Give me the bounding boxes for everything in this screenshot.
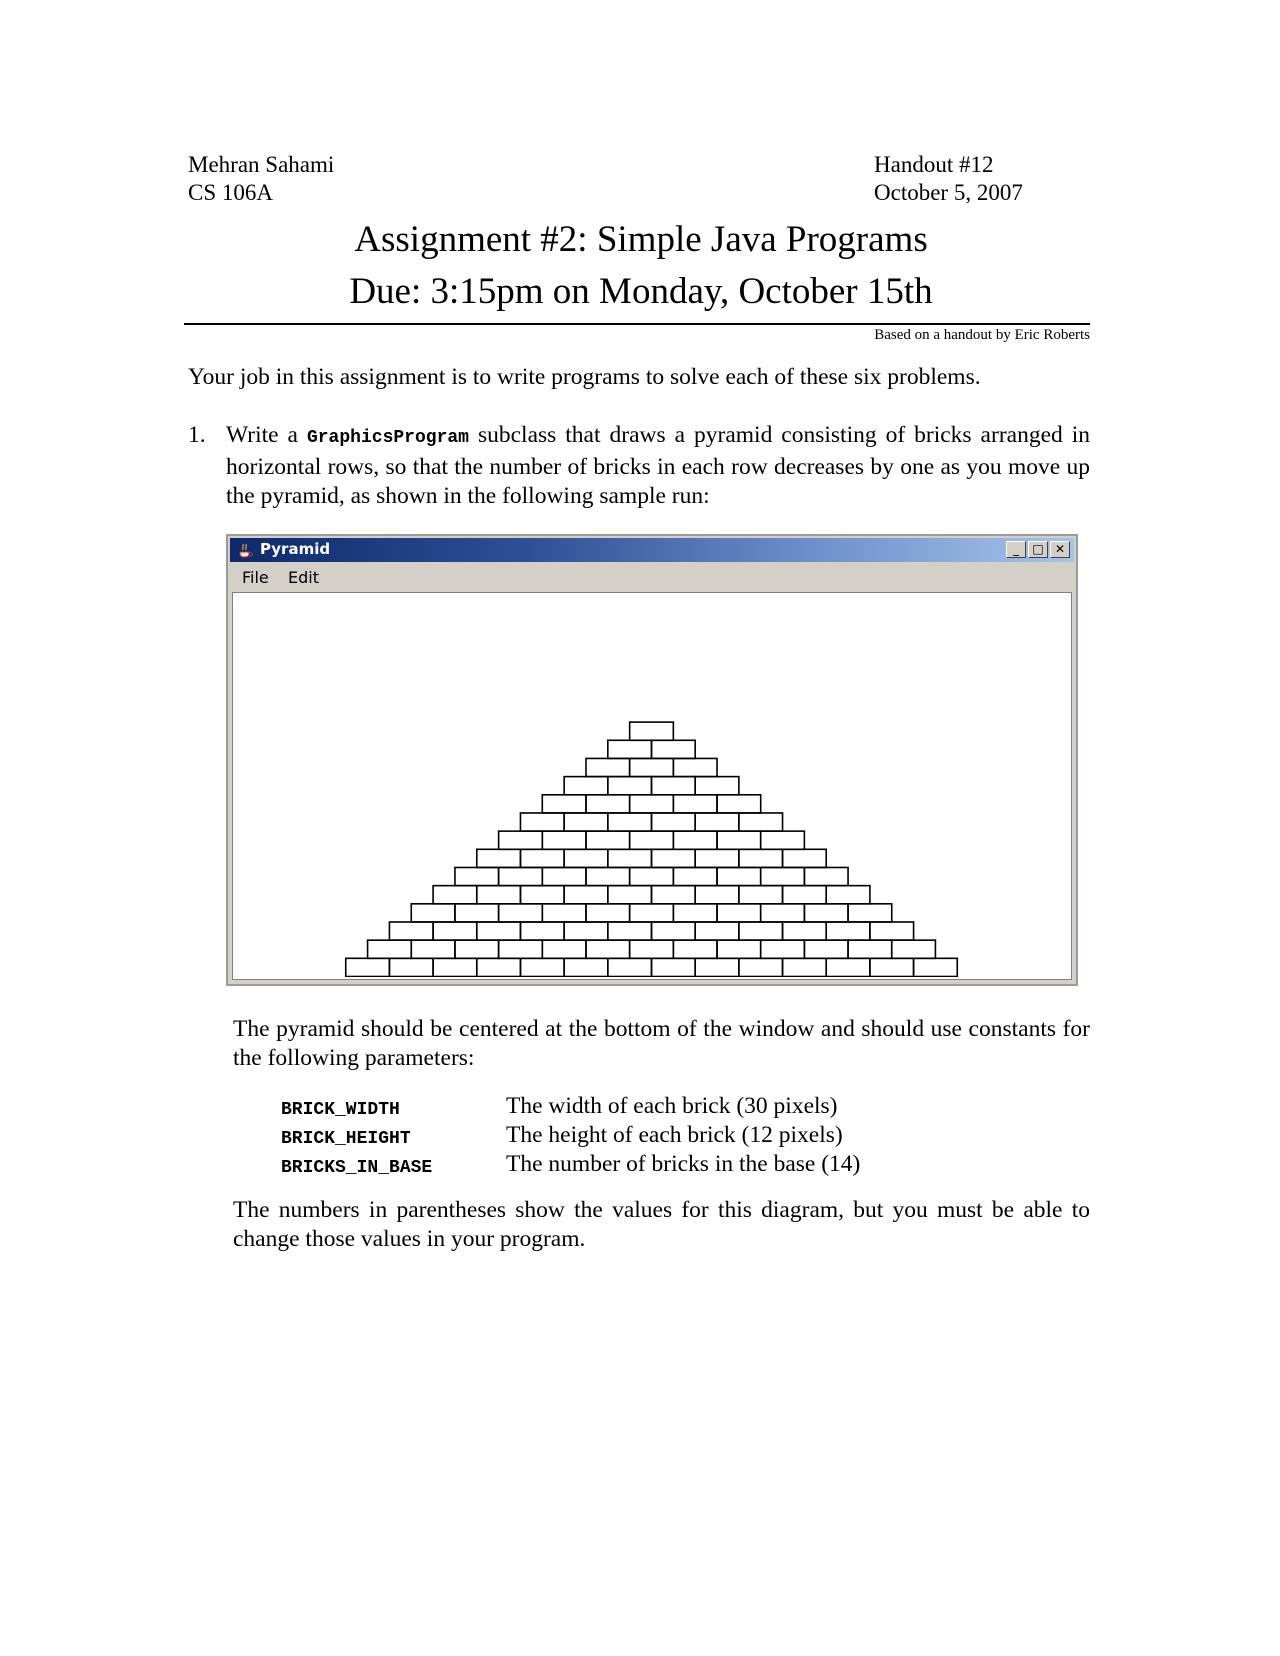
brick xyxy=(477,958,521,976)
brick xyxy=(652,849,696,867)
brick xyxy=(761,867,805,885)
constant-bricks-in-base-name: BRICKS_IN_BASE xyxy=(281,1158,433,1178)
brick xyxy=(652,740,696,758)
title-rule xyxy=(184,323,1090,325)
brick xyxy=(586,795,630,813)
brick xyxy=(804,940,848,958)
author: Mehran Sahami xyxy=(188,152,335,177)
brick xyxy=(914,958,958,976)
assignment-title: Assignment #2: Simple Java Programs xyxy=(354,219,928,260)
brick xyxy=(630,867,674,885)
brick xyxy=(499,904,543,922)
course: CS 106A xyxy=(188,180,273,205)
brick xyxy=(346,958,390,976)
centering-paragraph: The pyramid should be centered at the bottom of the window and should use constants for the following parameters: xyxy=(233,1016,1090,1071)
brick xyxy=(870,922,914,940)
brick xyxy=(826,958,870,976)
brick xyxy=(761,940,805,958)
brick xyxy=(520,813,564,831)
brick xyxy=(433,922,477,940)
menu-edit[interactable]: Edit xyxy=(288,568,319,587)
brick xyxy=(652,958,696,976)
brick xyxy=(652,813,696,831)
brick xyxy=(564,958,608,976)
brick xyxy=(520,849,564,867)
brick xyxy=(673,831,717,849)
brick xyxy=(761,904,805,922)
brick xyxy=(673,940,717,958)
brick xyxy=(411,940,455,958)
brick xyxy=(717,940,761,958)
brick xyxy=(848,904,892,922)
brick xyxy=(652,922,696,940)
constant-brick-height-name: BRICK_HEIGHT xyxy=(281,1129,411,1149)
brick xyxy=(630,795,674,813)
graphics-canvas xyxy=(232,592,1072,980)
brick xyxy=(389,958,433,976)
brick xyxy=(783,849,827,867)
maximize-button[interactable]: □ xyxy=(1028,541,1048,558)
problem-1-text xyxy=(226,421,1090,511)
pyramid-window xyxy=(226,534,1078,986)
brick xyxy=(520,922,564,940)
brick xyxy=(542,940,586,958)
window-titlebar[interactable] xyxy=(230,538,1074,562)
brick xyxy=(564,777,608,795)
brick xyxy=(586,831,630,849)
brick xyxy=(804,904,848,922)
brick xyxy=(673,795,717,813)
brick xyxy=(848,940,892,958)
closing-paragraph: The numbers in parentheses show the values for this diagram, but you must be able to change those values in your program. xyxy=(233,1197,1090,1252)
brick xyxy=(717,831,761,849)
brick xyxy=(695,886,739,904)
minimize-button[interactable]: _ xyxy=(1006,541,1026,558)
problem-text-before: Write a xyxy=(226,422,298,448)
brick xyxy=(455,940,499,958)
brick xyxy=(499,867,543,885)
brick xyxy=(564,813,608,831)
java-cup-icon xyxy=(236,541,254,559)
window-menubar xyxy=(230,563,1074,591)
brick xyxy=(542,831,586,849)
brick xyxy=(630,940,674,958)
brick xyxy=(695,958,739,976)
brick xyxy=(608,740,652,758)
brick xyxy=(608,886,652,904)
brick xyxy=(673,904,717,922)
brick xyxy=(564,849,608,867)
brick xyxy=(433,886,477,904)
brick xyxy=(717,867,761,885)
brick xyxy=(542,904,586,922)
brick xyxy=(564,922,608,940)
brick xyxy=(630,904,674,922)
brick xyxy=(586,867,630,885)
brick xyxy=(499,940,543,958)
brick xyxy=(739,849,783,867)
brick xyxy=(542,795,586,813)
brick xyxy=(608,958,652,976)
brick xyxy=(717,795,761,813)
brick xyxy=(783,958,827,976)
problem-number: 1. xyxy=(188,422,206,448)
brick xyxy=(695,813,739,831)
constant-bricks-in-base-desc: The number of bricks in the base (14) xyxy=(506,1151,861,1177)
handout-date: October 5, 2007 xyxy=(874,180,1023,205)
graphics-program-code: GraphicsProgram xyxy=(306,428,469,448)
credit-line: Based on a handout by Eric Roberts xyxy=(874,327,1090,343)
constant-brick-width-name: BRICK_WIDTH xyxy=(281,1100,400,1120)
brick xyxy=(652,886,696,904)
brick xyxy=(783,922,827,940)
brick xyxy=(477,849,521,867)
brick xyxy=(826,922,870,940)
brick xyxy=(411,904,455,922)
constant-brick-width-desc: The width of each brick (30 pixels) xyxy=(506,1093,838,1119)
brick xyxy=(870,958,914,976)
brick xyxy=(695,777,739,795)
brick xyxy=(695,922,739,940)
brick xyxy=(520,886,564,904)
brick xyxy=(630,722,674,740)
pyramid-drawing xyxy=(233,593,1071,977)
window-title: Pyramid xyxy=(260,540,331,558)
brick xyxy=(630,831,674,849)
brick xyxy=(892,940,936,958)
brick xyxy=(542,867,586,885)
brick xyxy=(455,904,499,922)
close-button[interactable]: ✕ xyxy=(1050,541,1070,558)
brick xyxy=(630,758,674,776)
due-date: Due: 3:15pm on Monday, October 15th xyxy=(349,271,933,312)
handout-number: Handout #12 xyxy=(874,152,994,177)
brick xyxy=(826,886,870,904)
brick xyxy=(717,904,761,922)
brick xyxy=(433,958,477,976)
brick xyxy=(586,904,630,922)
brick xyxy=(477,886,521,904)
brick xyxy=(804,867,848,885)
brick xyxy=(783,886,827,904)
brick xyxy=(761,831,805,849)
window-controls xyxy=(1006,541,1070,558)
brick xyxy=(586,758,630,776)
brick xyxy=(477,922,521,940)
brick xyxy=(739,886,783,904)
brick xyxy=(652,777,696,795)
brick xyxy=(739,813,783,831)
brick xyxy=(608,849,652,867)
brick xyxy=(586,940,630,958)
brick xyxy=(739,958,783,976)
brick xyxy=(499,831,543,849)
brick xyxy=(608,777,652,795)
brick xyxy=(368,940,412,958)
intro-paragraph: Your job in this assignment is to write programs to solve each of these six problems. xyxy=(188,364,981,390)
problem-text-after: subclass that draws a pyramid consisting of bricks arranged in horizontal rows, so that the number of bricks in each row decreases by one as you move up the pyramid, as shown in the following sample run: xyxy=(226,422,1091,509)
brick xyxy=(389,922,433,940)
brick xyxy=(455,867,499,885)
constant-brick-height-desc: The height of each brick (12 pixels) xyxy=(506,1122,843,1148)
brick xyxy=(673,758,717,776)
brick xyxy=(695,849,739,867)
brick xyxy=(673,867,717,885)
brick xyxy=(520,958,564,976)
brick xyxy=(564,886,608,904)
brick xyxy=(608,922,652,940)
menu-file[interactable]: File xyxy=(242,568,269,587)
brick xyxy=(739,922,783,940)
brick xyxy=(608,813,652,831)
